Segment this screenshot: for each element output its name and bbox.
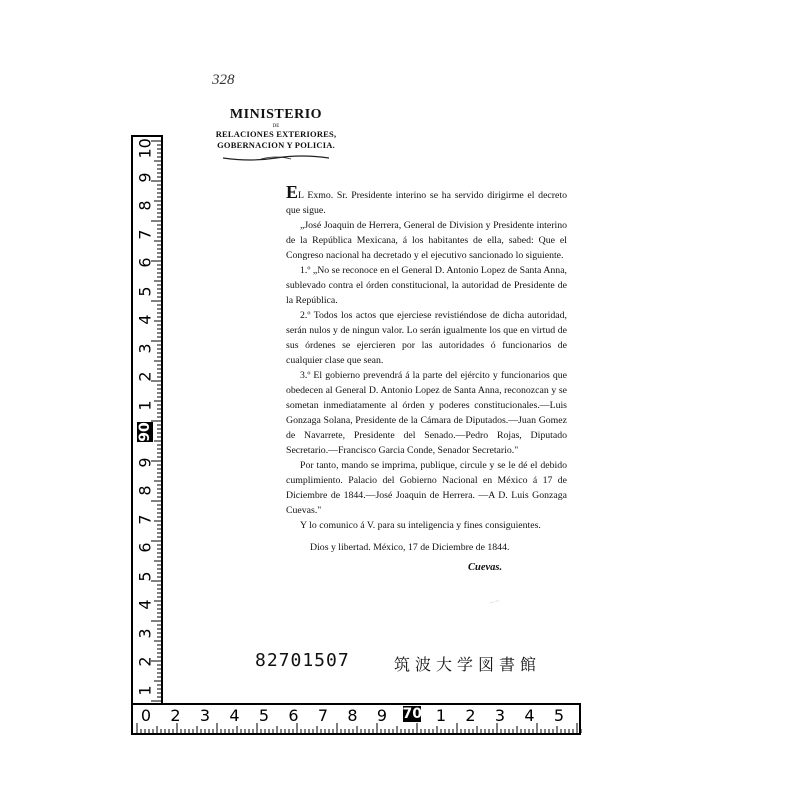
ruler-number: 8 — [135, 200, 155, 211]
vertical-ruler — [131, 135, 163, 705]
horizontal-ruler — [131, 703, 581, 735]
ruler-number: 2 — [135, 371, 155, 382]
ruler-number: 8 — [347, 706, 358, 725]
ministry-title: MINISTERIO — [229, 107, 323, 122]
ruler-number: 4 — [135, 314, 155, 325]
ruler-number: 6 — [288, 706, 299, 725]
catalog-number: 82701507 — [255, 650, 350, 671]
ruler-number: 4 — [524, 706, 535, 725]
ruler-number: 2 — [465, 706, 476, 725]
article-1: 1.º „No se reconoce en el General D. Antonio Lopez de Santa Anna, sublevado contra el órden constitucional, la autoridad de Presidente de la República. — [286, 265, 567, 306]
decree-body — [286, 182, 567, 533]
ministry-header — [214, 107, 338, 163]
ruler-number: 5 — [135, 285, 155, 297]
ministry-line-1: RELACIONES EXTERIORES, — [215, 129, 337, 139]
ruler-number: 3 — [135, 342, 155, 354]
ruler-number: 3 — [135, 627, 155, 639]
ruler-number: 9 — [135, 171, 155, 183]
ruler-number: 9 — [135, 456, 155, 468]
ruler-number: 7 — [135, 228, 155, 240]
library-stamp: 筑波大学図書館 — [394, 655, 542, 674]
ruler-number: 5 — [258, 706, 270, 725]
ornament-flourish — [221, 153, 331, 163]
signoff: Dios y libertad. México, 17 de Diciembre de 1844. — [310, 542, 510, 553]
ruler-number: 9 — [376, 706, 388, 725]
signature: Cuevas. — [468, 562, 503, 573]
ministry-de: DE — [272, 124, 280, 129]
ruler-number: 4 — [135, 599, 155, 610]
ruler-number: 7 — [317, 706, 329, 725]
ruler-number: 6 — [135, 542, 155, 553]
ruler-number: 5 — [553, 706, 565, 725]
ruler-number: 5 — [135, 570, 155, 582]
ruler-number: 1 — [135, 399, 155, 411]
article-3: 3.º El gobierno prevendrá á la parte del ejército y funcionarios que obedecen al General D. Antonio Lopez de Santa Anna, reconozcan y se sometan inmediatamente al órden y poderes constitucionales.—Luis Gonzaga Solana, Presidente de la Cámara de Diputados.—Juan Gomez de Navarrete, Presidente del Senado.—Pedro Rojas, Diputado Secretario.—Francisco Garcia Conde, Senador Secretario." — [286, 370, 567, 456]
page-number: 328 — [212, 72, 235, 88]
ruler-number: 1 — [435, 706, 447, 725]
faint-mark: ~ ~ — [489, 596, 501, 608]
paragraph-communication: Y lo comunico á V. para su inteligencia y fines consiguientes. — [300, 520, 541, 531]
ruler-number: 10 — [135, 138, 155, 159]
ruler-number: 8 — [135, 485, 155, 496]
ruler-number: 1 — [135, 684, 155, 696]
ruler-number: 2 — [170, 706, 181, 725]
ruler-number: 0 — [140, 706, 152, 725]
drop-cap: E — [286, 182, 299, 202]
paragraph-2: „José Joaquin de Herrera, General de Division y Presidente interino de la República Mexicana, á los habitantes de ella, sabed: Que el Congreso nacional ha decretado y el ejecutivo sancionado lo siguiente. — [286, 220, 567, 261]
ruler-number: 7 — [135, 513, 155, 525]
ruler-number: 2 — [135, 656, 155, 667]
ruler-number: 70 — [402, 706, 422, 722]
article-2: 2.º Todos los actos que ejerciese revistiéndose de dicha autoridad, serán nulos y de ningun valor. Lo serán igualmente los que en virtud de sus órdenes se ejercieren por las autoridades ó funcionarios de cualquier clase que sean. — [286, 310, 567, 366]
ruler-number: 3 — [199, 706, 211, 725]
paragraph-1: EL Exmo. Sr. Presidente interino se ha servido dirigirme el decreto que sigue. — [286, 182, 567, 216]
ruler-number: 3 — [494, 706, 506, 725]
ministry-line-2: GOBERNACION Y POLICIA. — [217, 140, 335, 150]
ruler-number: 90 — [137, 422, 153, 442]
paragraph-promulgation: Por tanto, mando se imprima, publique, circule y se le dé el debido cumplimiento. Palacio del Gobierno Nacional en México á 17 de Diciembre de 1844.—José Joaquin de Herrera. —A D. Luis Gonzaga Cuevas." — [286, 460, 567, 516]
ruler-number: 6 — [135, 257, 155, 268]
ruler-number: 4 — [229, 706, 240, 725]
